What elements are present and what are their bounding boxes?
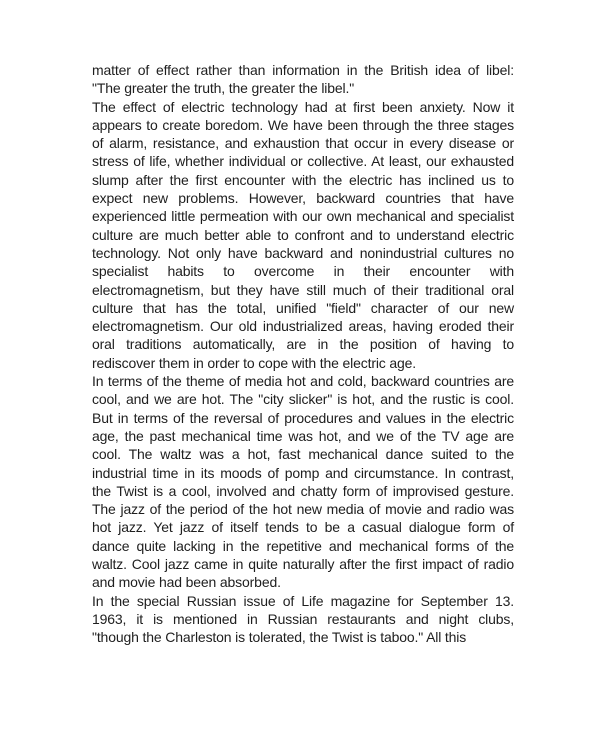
text-line: specialist habits to overcome in their encounter with xyxy=(92,263,514,280)
page-text-block xyxy=(92,61,514,647)
text-line: slump after the first encounter with the electric has inclined us to xyxy=(92,171,514,188)
text-line: culture that has the total, unified "field" character of our new xyxy=(92,299,514,316)
text-line: The jazz of the period of the hot new media of movie and radio was xyxy=(92,501,514,518)
text-line: hot jazz. Yet jazz of itself tends to be a casual dialogue form of xyxy=(92,519,514,536)
text-line: "though the Charleston is tolerated, the Twist is taboo." All this xyxy=(92,629,467,646)
text-line: In the special Russian issue of Life magazine for September 13. xyxy=(92,592,514,609)
text-line: stress of life, whether individual or collective. At least, our exhausted xyxy=(92,153,514,170)
text-line: experienced little permeation with our own mechanical and specialist xyxy=(92,208,514,225)
text-line: electromagnetism. Our old industrialized areas, having eroded their xyxy=(92,318,514,335)
text-line: cool, and we are hot. The "city slicker" is hot, and the rustic is cool. xyxy=(92,391,514,408)
text-line: rediscover them in order to cope with the electric age. xyxy=(92,354,417,371)
text-line: industrial time in its moods of pomp and circumstance. In contrast, xyxy=(92,464,514,481)
text-line: 1963, it is mentioned in Russian restaurants and night clubs, xyxy=(92,610,514,627)
text-line: oral traditions automatically, are in the position of having to xyxy=(92,336,514,353)
text-line: matter of effect rather than information in the British idea of libel: xyxy=(92,62,514,78)
text-line: "The greater the truth, the greater the libel." xyxy=(92,80,355,97)
text-line: culture are much better able to confront and to understand electric xyxy=(92,226,514,243)
text-line: In terms of the theme of media hot and cold, backward countries are xyxy=(92,373,514,390)
text-line: waltz. Cool jazz came in quite naturally after the first impact of radio xyxy=(92,556,514,573)
paragraph xyxy=(92,98,514,372)
paragraph xyxy=(92,372,514,592)
paragraph xyxy=(92,592,514,647)
text-line: The effect of electric technology had at first been anxiety. Now it xyxy=(92,98,514,115)
text-line: electromagnetism, but they have still much of their traditional oral xyxy=(92,281,514,298)
paragraph xyxy=(92,61,514,98)
text-line: the Twist is a cool, involved and chatty form of improvised gesture. xyxy=(92,482,514,499)
text-line: technology. Not only have backward and nonindustrial cultures no xyxy=(92,244,514,261)
text-line: of alarm, resistance, and exhaustion that occur in every disease or xyxy=(92,135,514,152)
text-line: age, the past mechanical time was hot, and we of the TV age are xyxy=(92,427,514,444)
text-line: But in terms of the reversal of procedures and values in the electric xyxy=(92,409,514,426)
text-line: cool. The waltz was a hot, fast mechanical dance suited to the xyxy=(92,446,514,463)
text-line: and movie had been absorbed. xyxy=(92,574,281,591)
text-line: appears to create boredom. We have been through the three stages xyxy=(92,116,514,133)
text-line: expect new problems. However, backward countries that have xyxy=(92,190,514,207)
text-line: dance quite lacking in the repetitive and mechanical forms of the xyxy=(92,537,514,554)
